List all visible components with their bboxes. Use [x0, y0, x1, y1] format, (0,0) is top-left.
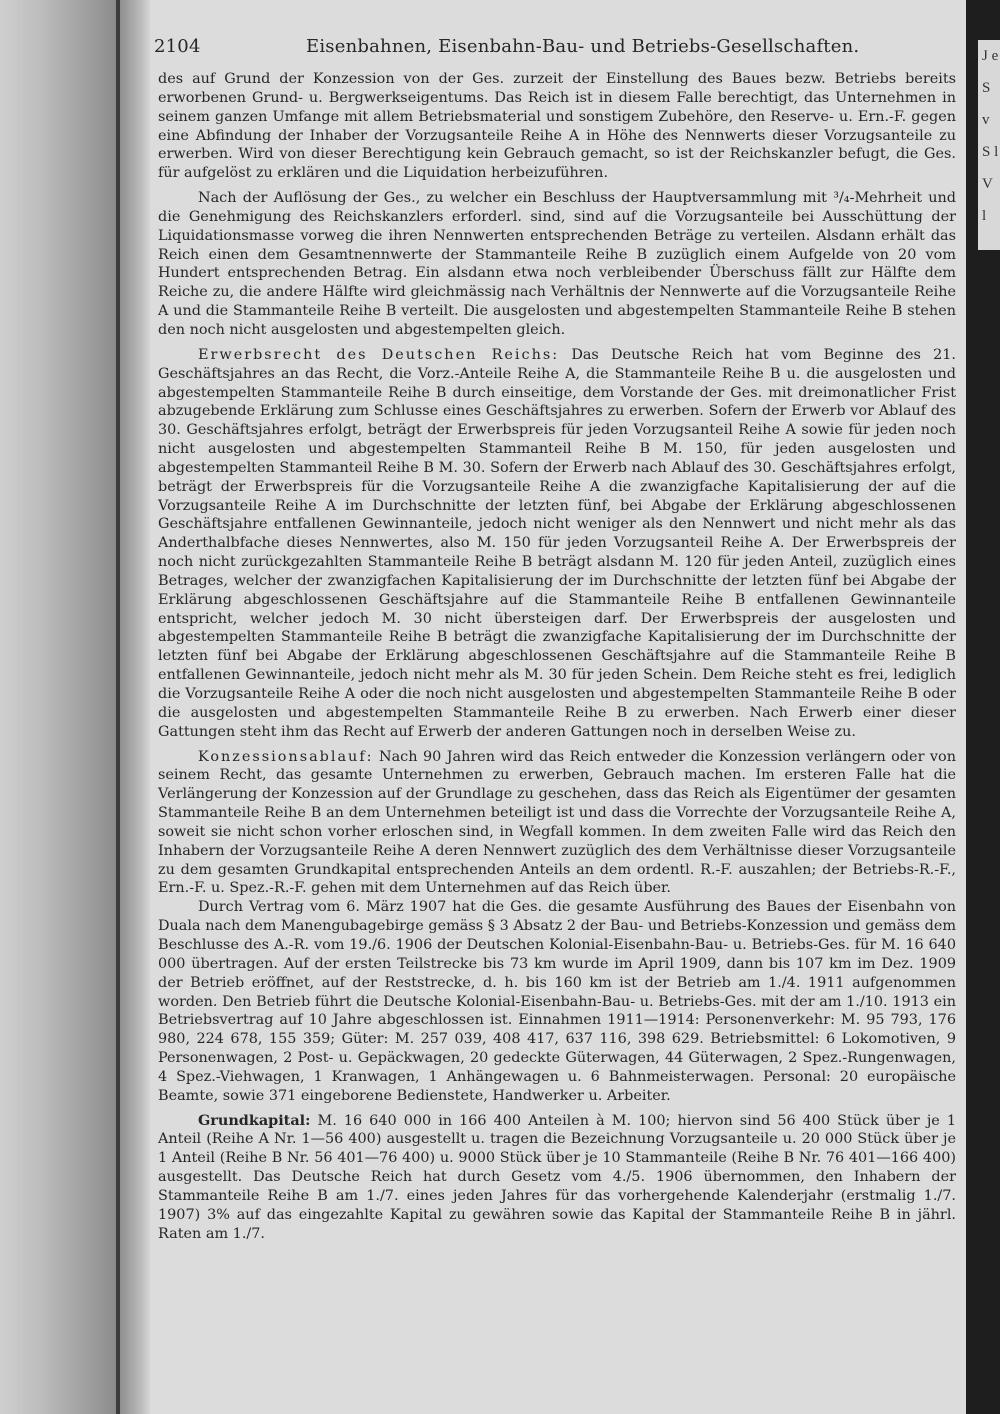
section-lead: Konzessionsablauf: — [198, 748, 374, 765]
paragraph — [158, 346, 956, 742]
paragraph-text: M. 16 640 000 in 166 400 Anteilen à M. 100; hiervon sind 56 400 Stück über je 1 Anteil (Reihe A Nr. 1—56 400) ausgestellt u. tragen die Bezeichnung Vorzugsanteile u. 20 000 Stück über je 1 Anteil (Reihe B Nr. 56 401—76 400) u. 9000 Stück über je 10 Stammanteile (Reihe B Nr. 76 401—166 400) ausgestellt. Das Deutsche Reich hat durch Gesetz vom 4./5. 1906 übernommen, den Inhabern der Stammanteile Reihe B am 1./7. eines jeden Jahres für das vorhergehende Kalenderjahr (erstmalig 1./7. 1907) 3% auf das eingezahlte Kapital zu gewähren sowie das Kapital der Stammanteile Reihe B in jährl. Raten am 1./7. — [158, 1112, 956, 1242]
paragraph — [158, 70, 956, 183]
page-number: 2104 — [154, 36, 201, 57]
paragraph — [158, 189, 956, 340]
text-column — [154, 36, 956, 1243]
paragraph — [158, 898, 956, 1105]
page-header — [154, 36, 956, 70]
running-title: Eisenbahnen, Eisenbahn-Bau- und Betriebs-Gesellschaften. — [306, 36, 860, 57]
paragraph-text: Das Deutsche Reich hat vom Beginne des 21. Geschäftsjahres an das Recht, die Vorz.-Anteile Reihe A, die Stammanteile Reihe B u. die ausgelosten und abgestempelten Stammanteile Reihe B durch einseitige, dem Vorstande der Ges. mit dreimonatlicher Frist abzugebende Erklärung zum Schlusse eines Geschäftsjahres zu erwerben. Sofern der Erwerb vor Ablauf des 30. Geschäftsjahres erfolgt, beträgt der Erwerbspreis für jeden Vorzugsanteil Reihe A sowie für jeden noch nicht ausgelosten und abgestempelten Stammanteil Reihe B M. 150, für jeden ausgelosten und abgestempelten Stammanteil Reihe B M. 30. Sofern der Erwerb nach Ablauf des 30. Geschäftsjahres erfolgt, beträgt der Erwerbspreis für die Vorzugsanteile Reihe A die zwanzigfache Kapitalisierung der auf die Vorzugsanteile Reihe A im Durchschnitte der letzten fünf, bei Abgabe der Erklärung abgeschlossenen Geschäftsjahre entfallenen Gewinnanteile, jedoch nicht weniger als den Nennwert und nicht mehr als das Anderthalbfache dieses Nennwertes, also M. 150 für jeden Vorzugsanteil Reihe A. Der Erwerbspreis der noch nicht zurückgezahlten Stammanteile Reihe B beträgt alsdann M. 120 für jeden Anteil, zuzüglich eines Betrages, welcher der zwanzigfachen Kapitalisierung der im Durchschnitte der letzten fünf bei Abgabe der Erklärung abgeschlossenen Geschäftsjahre auf die Stammanteile Reihe B entfallenen Gewinnanteile entspricht, welcher jedoch M. 30 nicht übersteigen darf. Der Erwerbspreis der ausgelosten und abgestempelten Stammanteile Reihe B beträgt die zwanzigfache Kapitalisierung der im Durchschnitte der letzten fünf bei Abgabe der Erklärung abgeschlossenen Geschäftsjahre auf die Stammanteile Reihe B entfallenen Gewinnanteile, jedoch nicht mehr als M. 30 für jeden Schein. Dem Reiche steht es frei, lediglich die Vorzugsanteile Reihe A oder die noch nicht ausgelosten und abgestempelten Stammanteile Reihe B oder die ausgelosten und abgestempelten Stammanteile Reihe B zu erwerben. Nach Erwerb einer dieser Gattungen steht ihm das Recht auf Erwerb der anderen Gattungen noch in derselben Weise zu. — [158, 346, 956, 740]
paragraph — [158, 748, 956, 899]
paragraph-text: Durch Vertrag vom 6. März 1907 hat die Ges. die gesamte Ausführung des Baues der Eisenbahn von Duala nach dem Manengubagebirge gemäss § 3 Absatz 2 der Bau- und Betriebs-Konzession und gemäss dem Beschlusse des A.-R. vom 19./6. 1906 der Deutschen Kolonial-Eisenbahn-Bau- u. Betriebs-Ges. für M. 16 640 000 übertragen. Auf der ersten Teilstrecke bis 73 km wurde im April 1909, dann bis 107 km im Dez. 1909 der Betrieb eröffnet, auf der Reststrecke, d. h. bis 160 km ist der Betrieb am 1./4. 1911 aufgenommen worden. Den Betrieb führt die Deutsche Kolonial-Eisenbahn-Bau- u. Betriebs-Ges. mit der am 1./10. 1913 ein Betriebsvertrag auf 10 Jahre abgeschlossen ist. Einnahmen 1911—1914: Personenverkehr: M. 95 793, 176 980, 224 678, 155 359; Güter: M. 257 039, 408 417, 637 116, 398 629. Betriebsmittel: 6 Lokomotiven, 9 Personenwagen, 2 Post- u. Gepäckwagen, 20 gedeckte Güterwagen, 44 Güterwagen, 2 Spez.-Rungenwagen, 4 Spez.-Viehwagen, 1 Kranwagen, 1 Anhängewagen u. 6 Bahnmeisterwagen. Personal: 20 europäische Beamte, sowie 371 eingeborene Bedienstete, Handwerker u. Arbeiter. — [158, 899, 956, 1104]
paragraph-text: Nach 90 Jahren wird das Reich entweder die Konzession verlängern oder von seinem Recht, das gesamte Unternehmen zu erwerben, Gebrauch machen. Im ersteren Falle hat die Verlängerung der Konzession auf der Grundlage zu geschehen, dass das Reich als Eigentümer der gesamten Stammanteile Reihe B an dem Unternehmen beteiligt ist und dass die Vorrechte der Vorzugsanteile Reihe A, soweit sie nicht schon vorher erloschen sind, in Wegfall kommen. In dem zweiten Falle wird das Reich den Inhabern der Vorzugsanteile Reihe A deren Nennwert zuzüglich des dem Verhältnisse dieser Vorzugsanteile zu dem gesamten Grundkapital entsprechenden Anteils an dem ordentl. R.-F. auszahlen; der Betriebs-R.-F., Ern.-F. u. Spez.-R.-F. gehen mit dem Unternehmen auf das Reich über. — [158, 748, 956, 897]
paragraph — [158, 1112, 956, 1244]
section-lead: Grundkapital: — [198, 1111, 311, 1129]
section-lead: Erwerbsrecht des Deutschen Reichs: — [198, 346, 560, 363]
binding-gutter — [0, 0, 150, 1414]
paragraph-text: Nach der Auflösung der Ges., zu welcher ein Beschluss der Hauptversammlung mit ³/₄-Mehrheit und die Genehmigung des Reichskanzlers erforderl. sind, sind auf die Vorzugsanteile bei Ausschüttung der Liquidationsmasse vorweg die ihren Nennwerten entsprechenden Beträge zu verteilen. Alsdann erhält das Reich einen dem Gesamtnennwerte der Stammanteile Reihe B zuzüglich einem Aufgelde von 20 vom Hundert entsprechenden Betrag. Ein alsdann etwa noch verbleibender Überschuss fällt zur Hälfte dem Reiche zu, die andere Hälfte wird gleichmässig nach Verhältnis der Nennwerte auf die Vorzugsanteile Reihe A und die Stammanteile Reihe B verteilt. Die ausgelosten und abgestempelten Stammanteile Reihe B stehen den noch nicht ausgelosten und abgestempelten gleich. — [158, 190, 956, 338]
adjacent-page-fragment: J e S v S l V l — [978, 40, 1000, 250]
spine-shadow — [116, 0, 120, 1414]
paragraph-text: des auf Grund der Konzession von der Ges. zurzeit der Einstellung des Baues bezw. Betriebs bereits erworbenen Grund- u. Bergwerkseigentums. Das Reich ist in diesem Falle berechtigt, das Unternehmen in seinem ganzen Umfange mit allem Betriebsmaterial und sonstigem Zubehöre, den Reserve- u. Ern.-F. gegen eine Abfindung der Inhaber der Vorzugsanteile Reihe A in Höhe des Nennwerts dieser Vorzugsanteile zu erwerben. Wird von dieser Berechtigung kein Gebrauch gemacht, so ist der Reichskanzler befugt, die Ges. für aufgelöst zu erklären und die Liquidation herbeizuführen. — [158, 71, 956, 182]
